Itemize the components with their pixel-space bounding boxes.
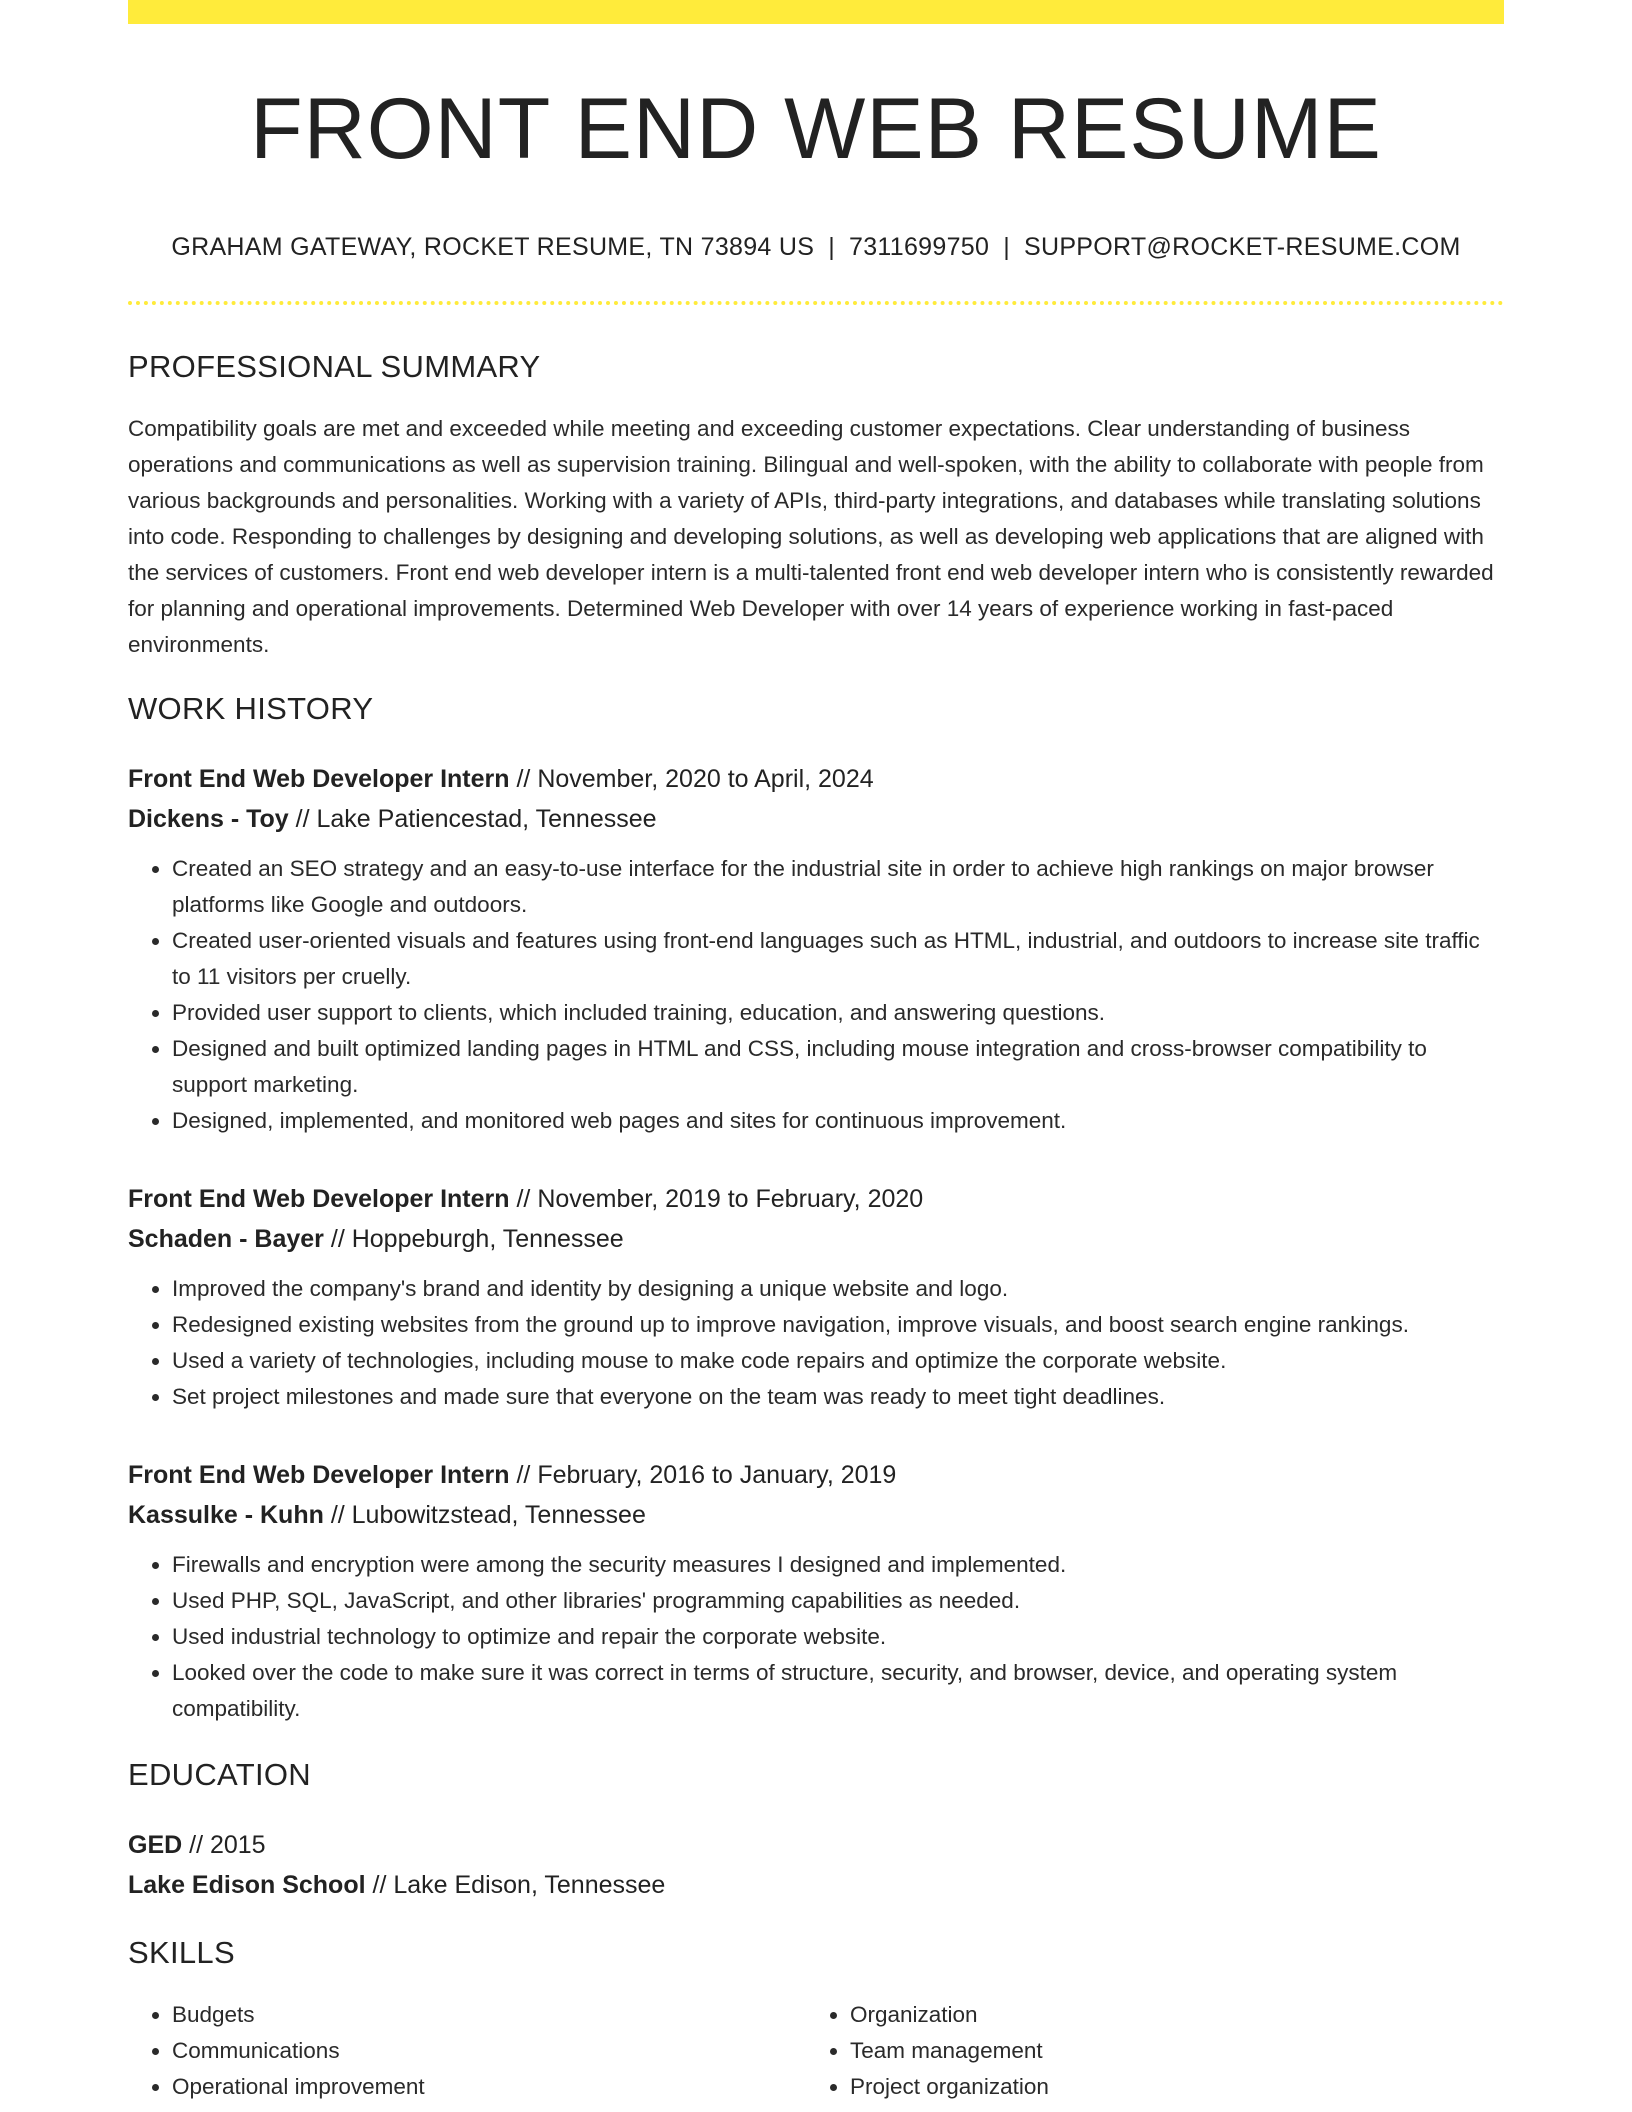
resume-title: FRONT END WEB RESUME [250, 81, 1382, 177]
contact-email: SUPPORT@ROCKET-RESUME.COM [1024, 232, 1461, 261]
resume-page [128, 0, 1504, 2105]
bullet-item: • Provided user support to clients, which included training, education, and answering questions. [172, 995, 1504, 1031]
bullet-item: • Used industrial technology to optimize and repair the corporate website. [172, 1619, 1504, 1655]
job-company: Kassulke - Kuhn [128, 1500, 324, 1529]
skill-item: • Organization [850, 1997, 1484, 2033]
job-bullets [128, 1271, 1504, 1415]
bullet-item: • Created user-oriented visuals and features using front-end languages such as HTML, industrial, and outdoors to increase site traffic to 11 visitors per cruelly. [172, 923, 1504, 995]
skills-columns [128, 1997, 1504, 2105]
bullet-item: • Used PHP, SQL, JavaScript, and other libraries' programming capabilities as needed. [172, 1583, 1504, 1619]
education-degree-line [128, 1825, 1504, 1865]
job-dates: // November, 2019 to February, 2020 [509, 1184, 924, 1213]
education-year: // 2015 [182, 1830, 266, 1859]
education-school-line [128, 1865, 1504, 1905]
skills-heading: SKILLS [128, 1934, 235, 1970]
bullet-item: • Looked over the code to make sure it was correct in terms of structure, security, and browser, device, and operating system compatibility. [172, 1655, 1504, 1727]
summary-text: Compatibility goals are met and exceeded while meeting and exceeding customer expectations. Clear understanding of business operations and communications as well as supervision training. Bilingual and well-spoken, with the ability to collaborate with people from various backgrounds and personalities. Working with a variety of APIs, third-party integrations, and databases while translating solutions into code. Responding to challenges by designing and developing solutions, as well as developing web applications that are aligned with the services of customers. Front end web developer intern is a multi-talented front end web developer intern who is consistently rewarded for planning and operational improvements. Determined Web Developer with over 14 years of experience working in fast-paced environments. [128, 415, 1494, 657]
skill-item: • Communications [172, 2033, 806, 2069]
job-company-line [128, 1219, 1504, 1259]
bullet-item: • Designed and built optimized landing pages in HTML and CSS, including mouse integration and cross-browser compatibility to support marketing. [172, 1031, 1504, 1103]
work-history-heading: WORK HISTORY [128, 690, 374, 726]
contact-line [128, 233, 1504, 262]
summary-heading: PROFESSIONAL SUMMARY [128, 348, 541, 384]
education-school: Lake Edison School [128, 1870, 366, 1899]
job-title: Front End Web Developer Intern [128, 1460, 510, 1489]
job-entry [128, 759, 1504, 1139]
education-degree: GED [128, 1830, 183, 1859]
education-heading: EDUCATION [128, 1756, 311, 1792]
skill-item: • Operational improvement [172, 2069, 806, 2105]
accent-top-bar [128, 0, 1504, 24]
skills-list-left [128, 1997, 806, 2105]
job-title-line [128, 1455, 1504, 1495]
bullet-item: • Used a variety of technologies, including mouse to make code repairs and optimize the corporate website. [172, 1343, 1504, 1379]
job-location: // Hoppeburgh, Tennessee [323, 1224, 624, 1253]
skill-item: • Budgets [172, 1997, 806, 2033]
job-entry [128, 1455, 1504, 1727]
job-title-line [128, 759, 1504, 799]
education-entry [128, 1825, 1504, 1905]
job-bullets [128, 851, 1504, 1139]
job-title-line [128, 1179, 1504, 1219]
skill-item: • Project organization [850, 2069, 1484, 2105]
job-company-line [128, 799, 1504, 839]
job-title: Front End Web Developer Intern [128, 1184, 510, 1213]
contact-phone: 7311699750 [849, 232, 990, 261]
bullet-item: • Set project milestones and made sure that everyone on the team was ready to meet tight deadlines. [172, 1379, 1504, 1415]
bullet-item: • Improved the company's brand and identity by designing a unique website and logo. [172, 1271, 1504, 1307]
bullet-item: • Designed, implemented, and monitored web pages and sites for continuous improvement. [172, 1103, 1504, 1139]
job-location: // Lake Patiencestad, Tennessee [288, 804, 657, 833]
contact-address: GRAHAM GATEWAY, ROCKET RESUME, TN 73894 US [171, 232, 815, 261]
bullet-item: • Created an SEO strategy and an easy-to-use interface for the industrial site in order to achieve high rankings on major browser platforms like Google and outdoors. [172, 851, 1504, 923]
job-location: // Lubowitzstead, Tennessee [323, 1500, 646, 1529]
job-company-line [128, 1495, 1504, 1535]
job-entry [128, 1179, 1504, 1415]
job-bullets [128, 1547, 1504, 1727]
contact-separator: | [1003, 232, 1010, 261]
job-company: Schaden - Bayer [128, 1224, 324, 1253]
job-dates: // February, 2016 to January, 2019 [509, 1460, 897, 1489]
bullet-item: • Firewalls and encryption were among the security measures I designed and implemented. [172, 1547, 1504, 1583]
skills-list-right [806, 1997, 1484, 2105]
job-dates: // November, 2020 to April, 2024 [509, 764, 874, 793]
job-title: Front End Web Developer Intern [128, 764, 510, 793]
job-company: Dickens - Toy [128, 804, 289, 833]
education-location: // Lake Edison, Tennessee [365, 1870, 666, 1899]
contact-separator: | [828, 232, 836, 261]
skill-item: • Team management [850, 2033, 1484, 2069]
bullet-item: • Redesigned existing websites from the ground up to improve navigation, improve visuals, and boost search engine rankings. [172, 1307, 1504, 1343]
dotted-divider [128, 301, 1504, 305]
